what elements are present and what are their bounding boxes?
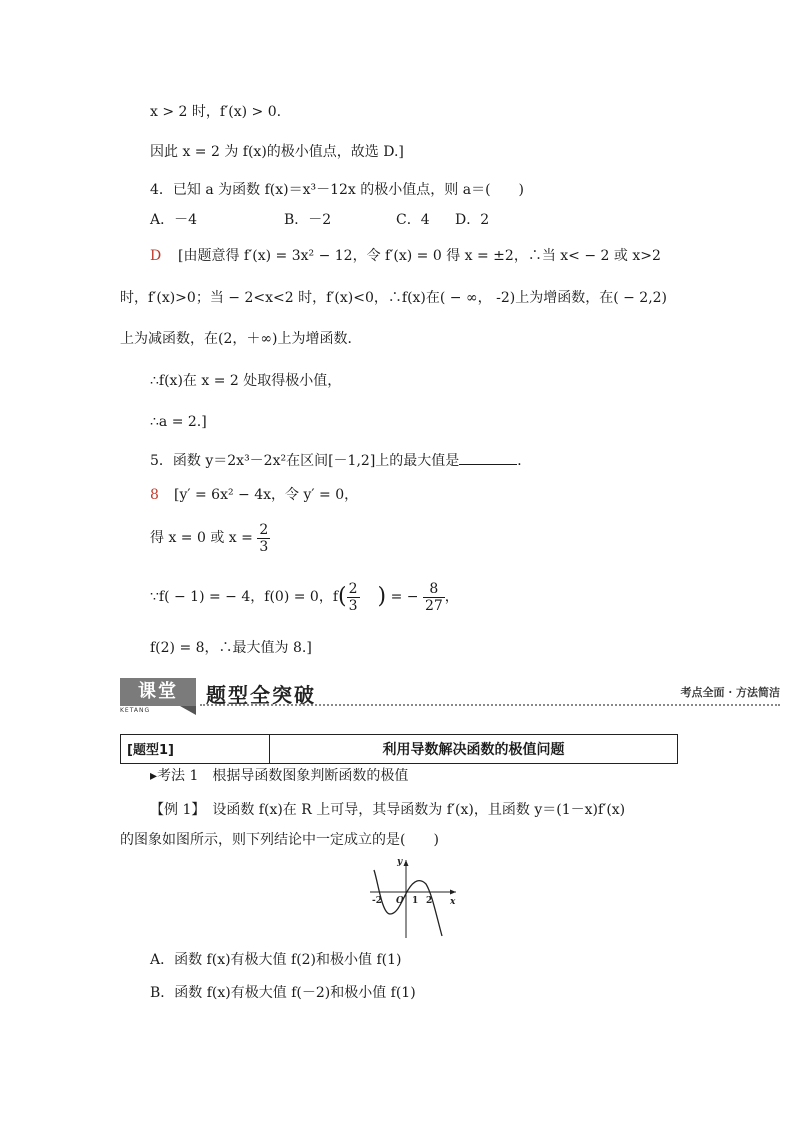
q5-s2-text: 得 x = 0 或 x = — [150, 530, 253, 546]
example-1-line-2: 的图象如图所示，则下列结论中一定成立的是( ) — [120, 832, 439, 848]
q4-option-a: A．－4 — [150, 212, 198, 228]
q5-answer: 8 — [150, 487, 159, 503]
y-label: y — [397, 857, 403, 867]
fraction-eight-27 — [423, 581, 445, 614]
y-axis-arrow — [404, 860, 409, 866]
frac-num: 8 — [423, 581, 445, 598]
q4-solution-line-5: ∴a = 2.] — [150, 414, 207, 430]
q4-solution-line-2: 时，f′(x)>0；当 − 2<x<2 时，f′(x)<0，∴f(x)在( − ∞， -2)上为增函数，在( − 2,2) — [120, 290, 668, 306]
banner-title: 题型全突破 — [206, 683, 316, 707]
section-banner — [120, 678, 780, 714]
q4-option-c: C．4 — [396, 212, 430, 228]
frac-num: 2 — [348, 580, 358, 597]
option-a: A．函数 f(x)有极大值 f(2)和极小值 f(1) — [150, 952, 402, 968]
frac-den: 27 — [424, 597, 443, 614]
right-paren: ) — [377, 584, 387, 609]
q4-option-d: D．2 — [455, 212, 490, 228]
question-5-text: 5．函数 y＝2x³－2x²在区间[－1,2]上的最大值是 — [150, 453, 460, 469]
q4-solution-line-4: ∴f(x)在 x = 2 处取得极小值， — [150, 373, 342, 389]
x-axis-arrow — [450, 890, 456, 895]
banner-divider — [200, 704, 780, 706]
function-graph — [366, 854, 458, 940]
topic-title: 利用导数解决函数的极值问题 — [382, 742, 565, 758]
topic-type-label: [题型1] — [127, 743, 174, 758]
option-b: B．函数 f(x)有极大值 f(－2)和极小值 f(1) — [150, 985, 416, 1001]
tick-1: 1 — [412, 896, 419, 906]
text-line-x-gt-2: x > 2 时，f′(x) > 0. — [150, 104, 282, 120]
example-1-line-1: 【例 1】 设函数 f(x)在 R 上可导，其导函数为 f′(x)，且函数 y＝(1－x)f′(x) — [150, 802, 626, 818]
q4-option-b: B．－2 — [284, 212, 332, 228]
tick-minus-2: -2 — [372, 896, 382, 906]
tick-2: 2 — [426, 896, 433, 906]
q4-solution-line-3: 上为减函数，在(2，＋∞)上为增函数． — [120, 331, 362, 347]
banner-badge-sub: KETANG — [120, 707, 151, 714]
answer-blank — [459, 450, 517, 465]
q4-solution-line-1: [由题意得 f′(x) = 3x² − 12，令 f′(x) = 0 得 x = ±2，∴当 x< − 2 或 x>2 — [178, 248, 661, 264]
fraction-two-thirds-arg — [347, 581, 360, 614]
banner-corner — [180, 706, 196, 715]
q5-s3-end: ， — [444, 589, 459, 605]
q5-solution-line-1: [y′ = 6x² − 4x，令 y′ = 0， — [174, 487, 359, 503]
frac-den: 3 — [259, 538, 269, 555]
question-4: 4．已知 a 为函数 f(x)＝x³－12x 的极小值点，则 a＝( ) — [150, 182, 524, 198]
origin-label: O — [396, 896, 404, 906]
kaofa-heading: ▸考法 1 根据导函数图象判断函数的极值 — [150, 768, 409, 784]
q5-s3-text: ∵f( − 1) = − 4，f(0) = 0，f — [150, 589, 339, 605]
q4-answer: D — [150, 248, 162, 264]
q5-s3-eq: = − — [390, 589, 419, 605]
topic-type-cell — [121, 735, 270, 763]
x-label: x — [450, 897, 456, 907]
question-5 — [150, 450, 531, 471]
q5-solution-line-3 — [150, 577, 459, 617]
left-paren: ( — [338, 584, 347, 609]
banner-slogan: 考点全面 · 方法简洁 — [680, 686, 780, 699]
topic-table — [120, 734, 678, 764]
text-line-conclusion: 因此 x = 2 为 f(x)的极小值点，故选 D.] — [150, 144, 404, 160]
frac-den: 3 — [348, 597, 358, 614]
q5-solution-line-2 — [150, 520, 270, 556]
banner-badge: 课堂 — [120, 678, 196, 706]
q5-solution-line-4: f(2) = 8，∴最大值为 8.] — [150, 640, 312, 656]
question-5-end: ． — [517, 453, 532, 469]
fraction-two-thirds — [257, 522, 270, 555]
frac-num: 2 — [259, 521, 269, 538]
